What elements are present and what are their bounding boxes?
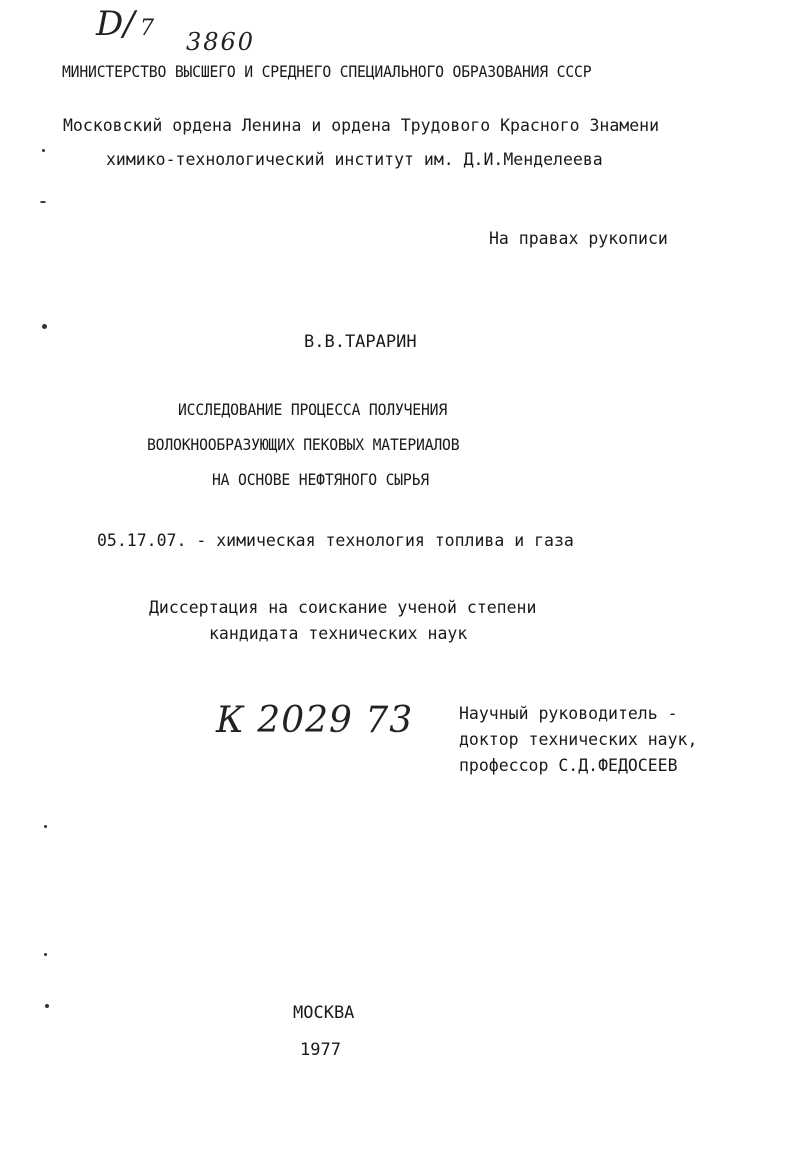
handwritten-top-mark: D/ — [96, 4, 135, 44]
supervisor-line-2: доктор технических наук, — [459, 730, 698, 749]
handwritten-top-mark-small: 7 — [140, 16, 154, 41]
degree-line-2: кандидата технических наук — [209, 624, 468, 643]
scan-speck — [42, 149, 45, 152]
author-name: В.В.ТАРАРИН — [304, 332, 417, 352]
scan-speck — [44, 825, 47, 828]
specialty-line: 05.17.07. - химическая технология топлива и газа — [97, 531, 574, 550]
year: 1977 — [300, 1040, 341, 1060]
institute-line-2: химико-технологический институт им. Д.И.Менделеева — [106, 150, 603, 169]
supervisor-line-3: профессор С.Д.ФЕДОСЕЕВ — [459, 756, 678, 775]
city-name: МОСКВА — [293, 1003, 355, 1023]
ministry-line: МИНИСТЕРСТВО ВЫСШЕГО И СРЕДНЕГО СПЕЦИАЛЬНОГО ОБРАЗОВАНИЯ СССР — [62, 62, 592, 81]
title-line-1: ИССЛЕДОВАНИЕ ПРОЦЕССА ПОЛУЧЕНИЯ — [178, 400, 448, 419]
institute-line-1: Московский ордена Ленина и ордена Трудового Красного Знамени — [63, 116, 660, 135]
title-line-3: НА ОСНОВЕ НЕФТЯНОГО СЫРЬЯ — [212, 470, 429, 489]
scan-speck — [44, 953, 47, 956]
supervisor-line-1: Научный руководитель - — [459, 704, 678, 723]
handwritten-inventory-number: К 2029 73 — [216, 700, 414, 741]
manuscript-note: На правах рукописи — [489, 229, 668, 248]
degree-line-1: Диссертация на соискание ученой степени — [149, 598, 537, 617]
scan-speck — [45, 1004, 49, 1008]
handwritten-top-number: 3860 — [186, 28, 256, 56]
title-line-2: ВОЛОКНООБРАЗУЮЩИХ ПЕКОВЫХ МАТЕРИАЛОВ — [147, 435, 460, 454]
scan-speck — [42, 324, 47, 329]
scan-speck — [40, 201, 46, 203]
